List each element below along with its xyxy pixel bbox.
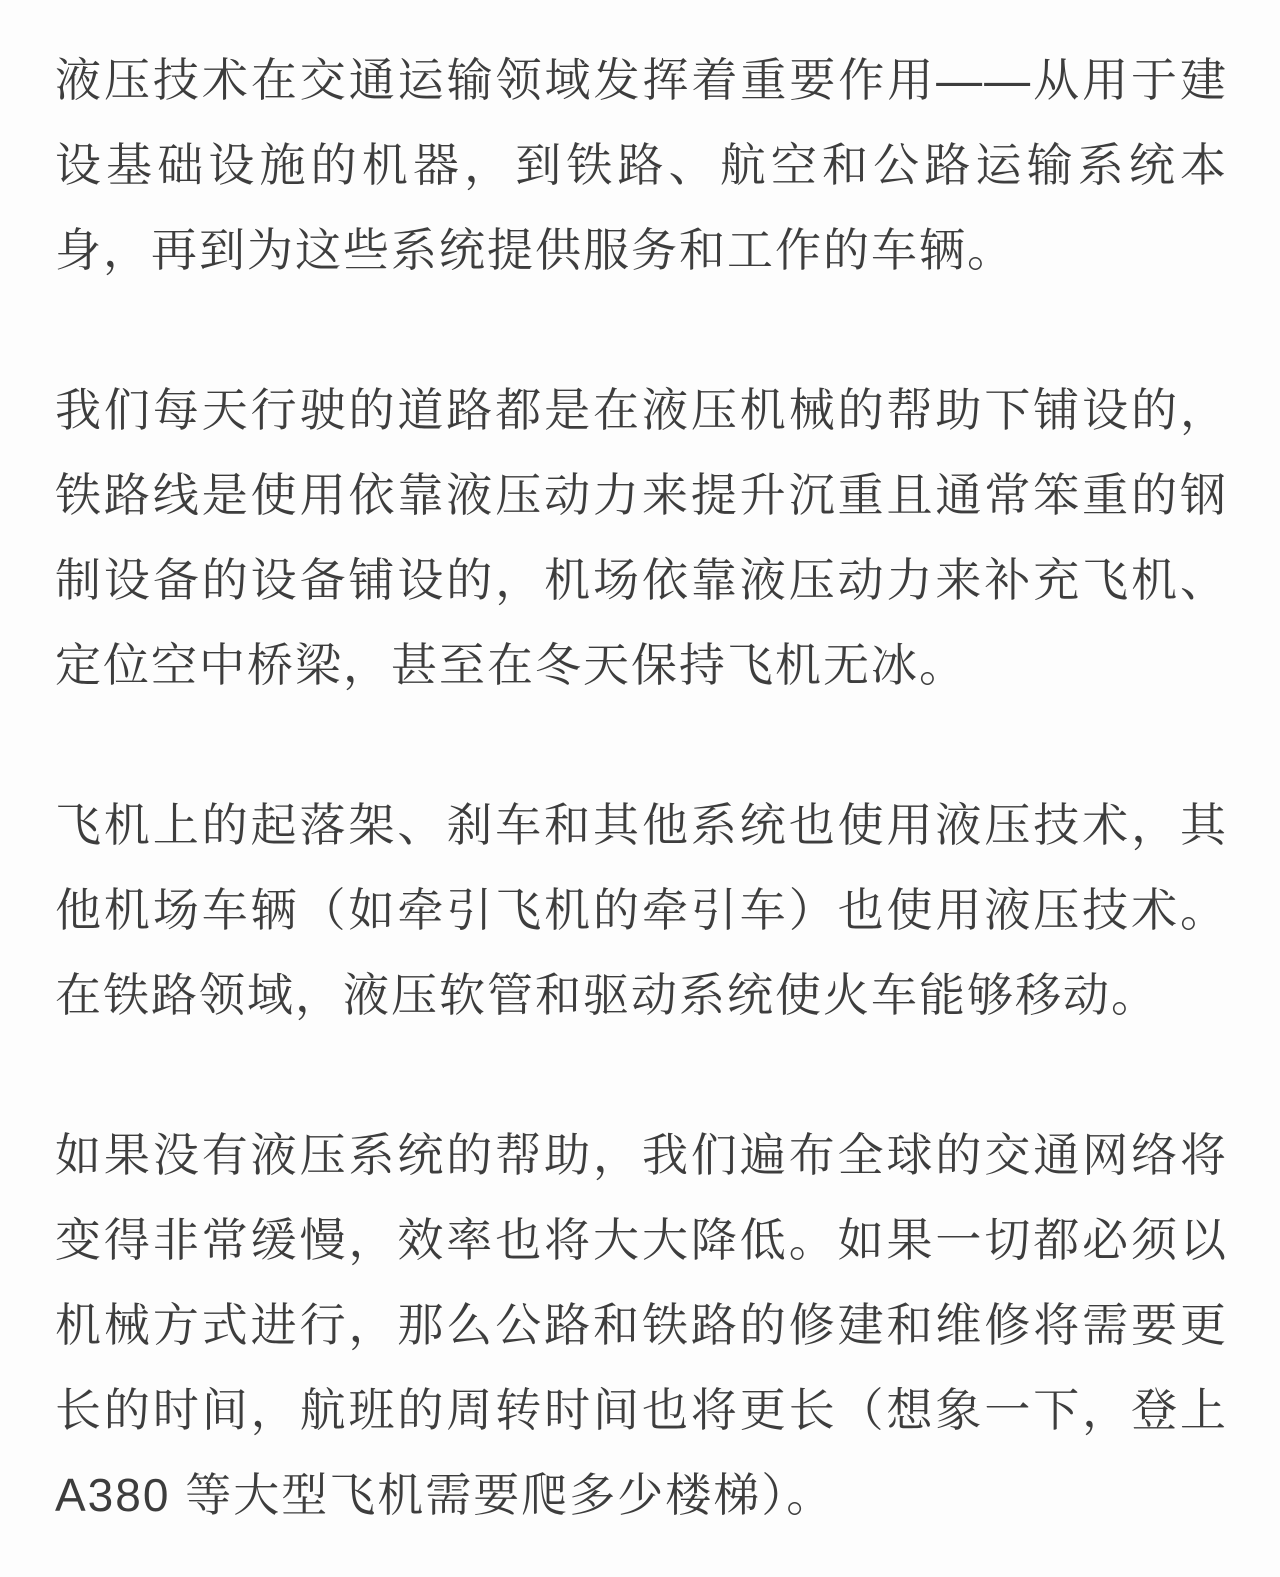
text-line: 定位空中桥梁，甚至在冬天保持飞机无冰。 [55, 639, 967, 691]
paragraph-2 [55, 368, 1228, 708]
text-line: 他机场车辆（如牵引飞机的牵引车）也使用液压技术。 [55, 884, 1228, 936]
text-line: 变得非常缓慢，效率也将大大降低。如果一切都必须以 [55, 1214, 1228, 1266]
text-line: 飞机上的起落架、刹车和其他系统也使用液压技术，其 [55, 799, 1228, 851]
text-line: 我们每天行驶的道路都是在液压机械的帮助下铺设的， [55, 384, 1228, 436]
text-line: 身，再到为这些系统提供服务和工作的车辆。 [55, 224, 1015, 276]
text-line: 设基础设施的机器，到铁路、航空和公路运输系统本 [55, 139, 1228, 191]
text-line: 铁路线是使用依靠液压动力来提升沉重且通常笨重的钢 [55, 469, 1228, 521]
paragraph-4 [55, 1113, 1228, 1538]
text-line: 液压技术在交通运输领域发挥着重要作用——从用于建 [55, 54, 1228, 106]
text-line: 在铁路领域，液压软管和驱动系统使火车能够移动。 [55, 969, 1159, 1021]
paragraph-1 [55, 38, 1228, 293]
text-line: 机械方式进行，那么公路和铁路的修建和维修将需要更 [55, 1299, 1228, 1351]
paragraph-3 [55, 783, 1228, 1038]
text-line: 制设备的设备铺设的，机场依靠液压动力来补充飞机、 [55, 554, 1228, 606]
text-line: 长的时间，航班的周转时间也将更长（想象一下，登上 [55, 1384, 1228, 1436]
text-line: 如果没有液压系统的帮助，我们遍布全球的交通网络将 [55, 1129, 1228, 1181]
text-line: A380 等大型飞机需要爬多少楼梯）。 [55, 1469, 835, 1521]
